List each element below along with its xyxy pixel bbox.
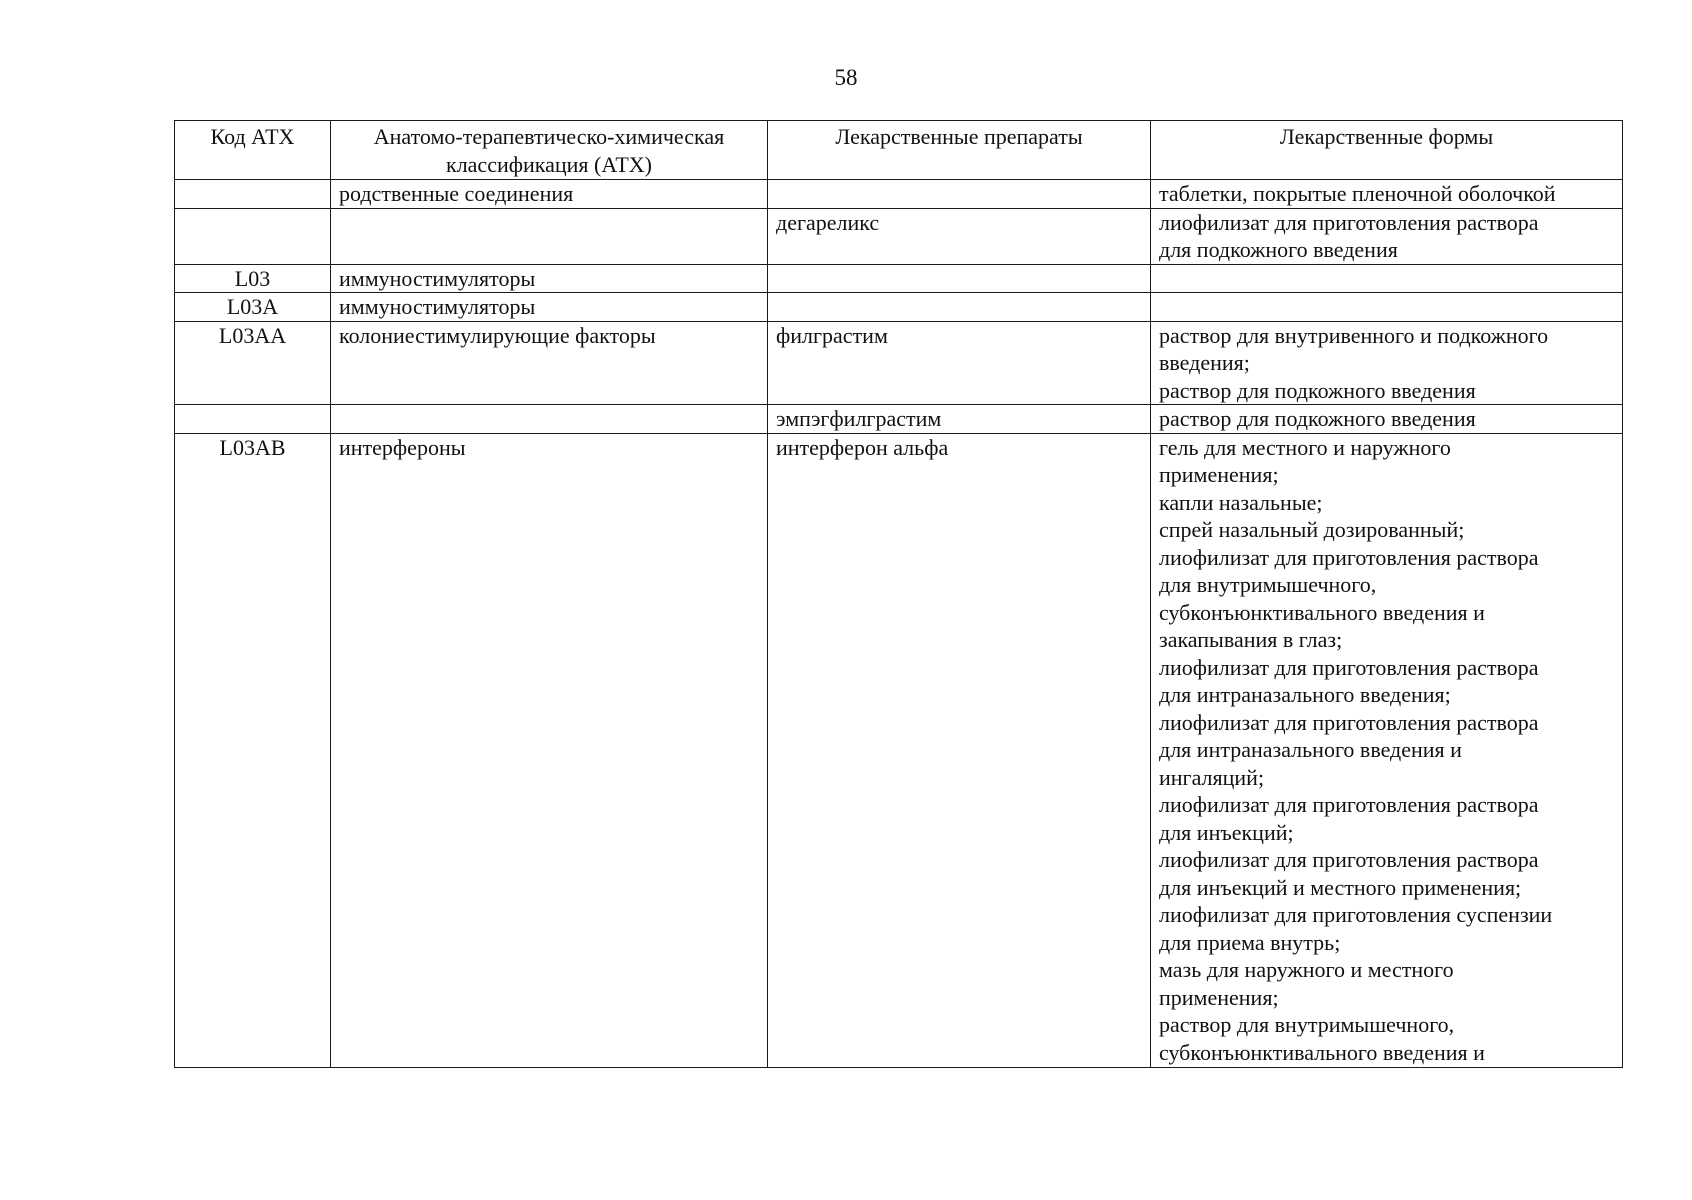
dosage-form-line: закапывания в глаз; xyxy=(1159,627,1343,652)
cell-dosage-forms xyxy=(1151,293,1623,322)
table-row xyxy=(175,264,1623,293)
table-body xyxy=(175,180,1623,1068)
table-header-row xyxy=(175,121,1623,180)
dosage-form-line: раствор для внутривенного и подкожного xyxy=(1159,322,1549,348)
dosage-form-line: субконъюнктивального введения и xyxy=(1159,1039,1485,1065)
page-number: 58 xyxy=(834,65,858,90)
cell-classification: иммуностимуляторы xyxy=(331,264,768,293)
table-row xyxy=(175,405,1623,434)
table-row xyxy=(175,293,1623,322)
dosage-form-line: введения; xyxy=(1159,350,1250,375)
cell-dosage-forms xyxy=(1151,321,1623,405)
cell-drug xyxy=(768,180,1151,209)
dosage-form-line: для интраназального введения; xyxy=(1159,682,1451,707)
dosage-form-line: лиофилизат для приготовления раствора xyxy=(1159,847,1539,872)
dosage-form-line: раствор для внутримышечного, xyxy=(1159,1012,1455,1037)
dosage-form-line: спрей назальный дозированный; xyxy=(1159,517,1465,542)
dosage-form-line: лиофилизат для приготовления раствора xyxy=(1159,544,1539,570)
cell-dosage-forms xyxy=(1151,405,1623,434)
cell-classification: колониестимулирующие факторы xyxy=(331,321,768,405)
dosage-form-line: таблетки, покрытые пленочной оболочкой xyxy=(1159,181,1556,206)
dosage-form-line: раствор для подкожного введения xyxy=(1159,377,1476,403)
table-row xyxy=(175,180,1623,209)
dosage-form-line: для инъекций и местного применения; xyxy=(1159,874,1522,900)
cell-atx-code: L03AB xyxy=(175,433,331,1068)
dosage-form-line: ингаляций; xyxy=(1159,764,1265,790)
header-forms: Лекарственные формы xyxy=(1151,121,1623,180)
dosage-form-line: лиофилизат для приготовления раствора xyxy=(1159,209,1539,235)
cell-drug: эмпэгфилграстим xyxy=(768,405,1151,434)
cell-atx-code xyxy=(175,405,331,434)
table-row xyxy=(175,433,1623,1068)
header-drugs: Лекарственные препараты xyxy=(768,121,1151,180)
cell-classification xyxy=(331,405,768,434)
dosage-form-line: лиофилизат для приготовления раствора xyxy=(1159,792,1539,817)
header-classification: Анатомо-терапевтическо-химическая классификация (АТХ) xyxy=(331,121,768,180)
cell-classification: родственные соединения xyxy=(331,180,768,209)
cell-drug: дегареликс xyxy=(768,208,1151,264)
cell-atx-code: L03AA xyxy=(175,321,331,405)
cell-dosage-forms xyxy=(1151,433,1623,1068)
cell-atx-code: L03 xyxy=(175,264,331,293)
dosage-form-line: для внутримышечного, xyxy=(1159,572,1377,597)
dosage-form-line: раствор для подкожного введения xyxy=(1159,406,1476,431)
cell-classification xyxy=(331,208,768,264)
dosage-form-line: лиофилизат для приготовления раствора xyxy=(1159,654,1539,680)
dosage-form-line: мазь для наружного и местного xyxy=(1159,957,1454,982)
table-row xyxy=(175,321,1623,405)
cell-drug xyxy=(768,293,1151,322)
dosage-form-line: лиофилизат для приготовления раствора xyxy=(1159,709,1539,735)
dosage-form-line: лиофилизат для приготовления суспензии xyxy=(1159,902,1553,927)
dosage-form-line: для подкожного введения xyxy=(1159,237,1398,262)
cell-drug: филграстим xyxy=(768,321,1151,405)
dosage-form-line: для инъекций; xyxy=(1159,819,1294,845)
cell-dosage-forms xyxy=(1151,180,1623,209)
cell-drug xyxy=(768,264,1151,293)
cell-dosage-forms xyxy=(1151,208,1623,264)
table-row xyxy=(175,208,1623,264)
dosage-form-line: для интраназального введения и xyxy=(1159,737,1462,762)
cell-atx-code xyxy=(175,208,331,264)
dosage-form-line: капли назальные; xyxy=(1159,489,1323,515)
dosage-form-line: гель для местного и наружного xyxy=(1159,434,1451,460)
cell-atx-code: L03A xyxy=(175,293,331,322)
cell-atx-code xyxy=(175,180,331,209)
dosage-form-line: применения; xyxy=(1159,984,1279,1010)
dosage-form-line: для приема внутрь; xyxy=(1159,929,1341,955)
cell-dosage-forms xyxy=(1151,264,1623,293)
dosage-form-line: применения; xyxy=(1159,462,1279,487)
dosage-form-line: субконъюнктивального введения и xyxy=(1159,599,1485,625)
cell-drug: интерферон альфа xyxy=(768,433,1151,1068)
cell-classification: иммуностимуляторы xyxy=(331,293,768,322)
header-code: Код АТХ xyxy=(175,121,331,180)
cell-classification: интерфероны xyxy=(331,433,768,1068)
atx-drug-table xyxy=(174,120,1623,1068)
